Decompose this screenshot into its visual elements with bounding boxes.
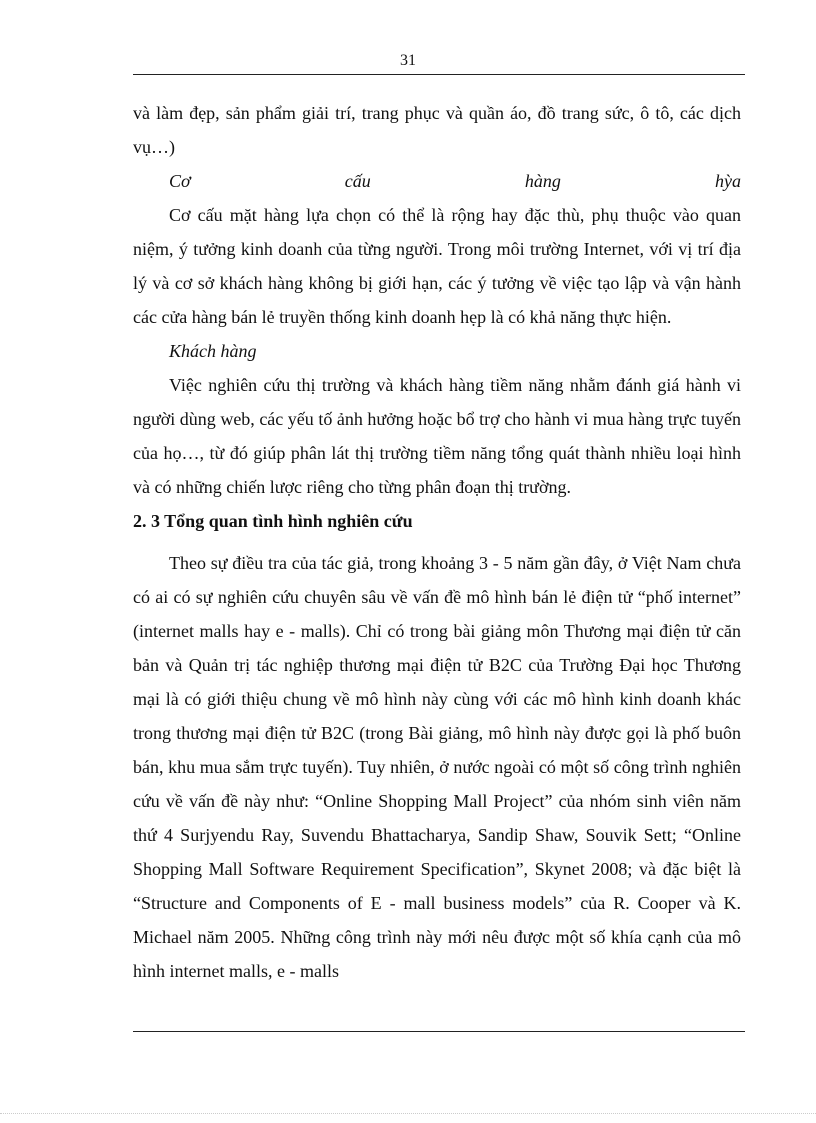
section-heading: 2. 3 Tổng quan tình hình nghiên cứu <box>133 511 413 531</box>
subheading-product-structure <box>133 164 741 198</box>
page-body <box>133 96 741 988</box>
subheading-word: Cơ <box>169 171 191 191</box>
page-edge-divider <box>0 1113 816 1114</box>
paragraph-customers: Việc nghiên cứu thị trường và khách hàng tiềm năng nhằm đánh giá hành vi người dùng web, các yếu tố ảnh hưởng hoặc bổ trợ cho hành vi mua hàng trực tuyến của họ…, từ đó giúp phân lát thị trường tiềm năng tổng quát thành nhiều loại hình và có những chiến lược riêng cho từng phân đoạn thị trường. <box>133 375 741 497</box>
paragraph-research-overview: Theo sự điều tra của tác giả, trong khoảng 3 - 5 năm gần đây, ở Việt Nam chưa có ai có sự nghiên cứu chuyên sâu về vấn đề mô hình bán lẻ điện tử “phố internet” (internet malls hay e - malls). Chỉ có trong bài giảng môn Thương mại điện tử căn bản và Quản trị tác nghiệp thương mại điện tử B2C của Trường Đại học Thương mại là có giới thiệu chung về mô hình này cùng với các mô hình kinh doanh khác trong thương mại điện tử B2C (trong Bài giảng, mô hình này được gọi là phố buôn bán, khu mua sắm trực tuyến). Tuy nhiên, ở nước ngoài có một số công trình nghiên cứu về vấn đề này như: “Online Shopping Mall Project” của nhóm sinh viên năm thứ 4 Surjyendu Ray, Suvendu Bhattacharya, Sandip Shaw, Souvik Sett; “Online Shopping Mall Software Requirement Specification”, Skynet 2008; và đặc biệt là “Structure and Components of E - mall business models” của R. Cooper và K. Michael năm 2005. Những công trình này mới nêu được một số khía cạnh của mô hình internet malls, e - malls <box>133 553 741 981</box>
subheading-customers: Khách hàng <box>169 341 257 361</box>
subheading-word: hỳa <box>715 171 741 191</box>
paragraph-product-structure: Cơ cấu mặt hàng lựa chọn có thể là rộng hay đặc thù, phụ thuộc vào quan niệm, ý tưởng kinh doanh của từng người. Trong môi trường Internet, với vị trí địa lý và cơ sở khách hàng không bị giới hạn, các ý tưởng về việc tạo lập và vận hành các cửa hàng bán lẻ truyền thống kinh doanh hẹp là có khả năng thực hiện. <box>133 205 741 327</box>
footer-rule <box>133 1031 745 1032</box>
subheading-word: hàng <box>524 171 561 191</box>
header-rule <box>133 74 745 75</box>
subheading-word: cấu <box>344 171 371 191</box>
page-number: 31 <box>400 52 416 69</box>
paragraph-continuation: và làm đẹp, sản phẩm giải trí, trang phục và quần áo, đồ trang sức, ô tô, các dịch vụ…) <box>133 103 741 157</box>
